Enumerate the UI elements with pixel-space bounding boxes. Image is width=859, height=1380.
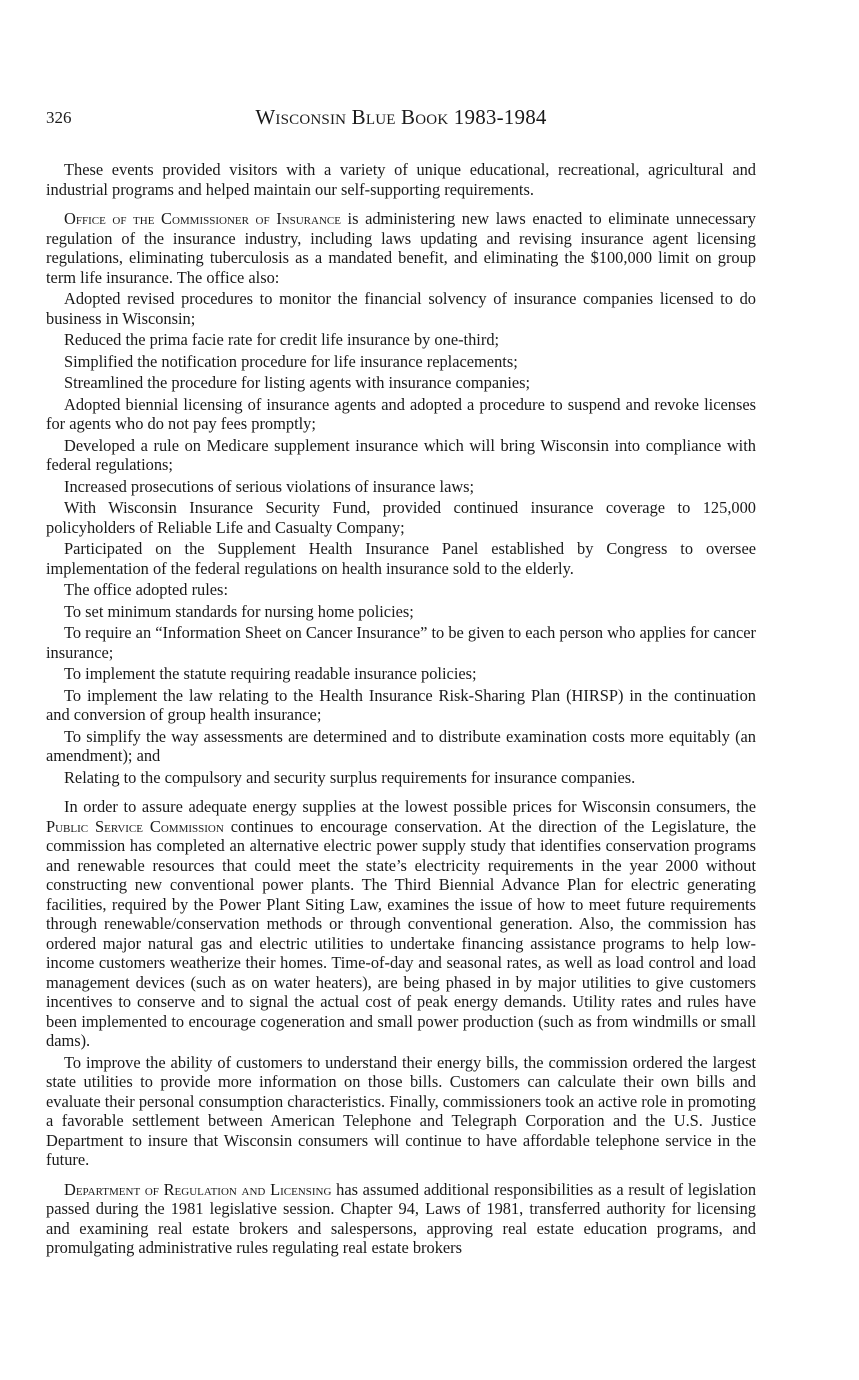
list-item: Relating to the compulsory and security surplus requirements for insurance companies. bbox=[64, 767, 636, 787]
list-item: Streamlined the procedure for listing agents with insurance companies; bbox=[64, 373, 531, 392]
list-item: Simplified the notification procedure for life insurance replacements; bbox=[64, 351, 518, 371]
list-item: Adopted biennial licensing of insurance agents and adopted a procedure to suspend and revoke licenses for agents who do not pay fees promptly; bbox=[46, 394, 756, 433]
list-item: With Wisconsin Insurance Security Fund, provided continued insurance coverage to 125,000 policyholders of Reliable Life and Casualty Company; bbox=[46, 498, 756, 537]
paragraph-energy-bills: To improve the ability of customers to understand their energy bills, the commission ordered the largest state utilities to provide more information on those bills. Customers can calculate their own bills and evaluate their personal consumption characteristics. Finally, commissioners took an active role in promoting a favorable settlement between American Telephone and Telegraph Corporation and the U.S. Justice Department to insure that Wisconsin consumers will continue to have affordable telephone service in the future. bbox=[46, 1052, 756, 1169]
insurance-list bbox=[46, 289, 756, 787]
psc-text-after: continues to encourage conservation. At the direction of the Legislature, the commission has completed an alternative electric power supply study that identifies conservation programs and renewable resources that could meet the state’s electricity requirements in the year 2000 without constructing new conventional power plants. The Third Biennial Advance Plan for electric generating facilities, required by the Power Plant Siting Law, examines the issue of how to meet future requirements through renewable/conservation methods or through conventional generation. Also, the commission has ordered major natural gas and electric utilities to undertake financing assistance programs to help low-income customers weatherize their homes. Time-of-day and seasonal rates, as well as load control and load management devices (such as on water heaters), are being phased in by major utilities to give customers incentives to conserve and to signal the actual cost of peak energy demands. Utility rates and rules have been implemented to encourage cogeneration and small power production (such as from windmills or small dams). bbox=[46, 816, 756, 1050]
list-item: Reduced the prima facie rate for credit life insurance by one-third; bbox=[64, 330, 500, 349]
list-item: Adopted revised procedures to monitor the financial solvency of insurance companies licensed to do business in Wisconsin; bbox=[46, 289, 756, 328]
agency-name-regulation: Department of Regulation and Licensing bbox=[64, 1179, 332, 1199]
list-item: Developed a rule on Medicare supplement insurance which will bring Wisconsin into compliance with federal regulations; bbox=[46, 435, 756, 474]
page-number: 326 bbox=[46, 108, 72, 127]
insurance-intro-text: is administering new laws enacted to eliminate unnecessary regulation of the insurance industry, including laws updating and revising insurance agent licensing regulations, eliminating tuberculosis as a mandated benefit, and eliminating the $100,000 limit on group term life insurance. The office also: bbox=[46, 209, 756, 287]
list-item: To implement the law relating to the Health Insurance Risk-Sharing Plan (HIRSP) in the continuation and conversion of group health insurance; bbox=[46, 685, 756, 724]
document-page bbox=[46, 105, 757, 1258]
list-item: To require an “Information Sheet on Cancer Insurance” to be given to each person who applies for cancer insurance; bbox=[46, 623, 756, 662]
paragraph-insurance-intro bbox=[46, 209, 756, 287]
body-text bbox=[46, 160, 756, 1258]
paragraph-regulation bbox=[46, 1180, 756, 1258]
paragraph-public-service bbox=[46, 797, 756, 1051]
list-item: To set minimum standards for nursing home policies; bbox=[64, 601, 414, 621]
regulation-text: has assumed additional responsibilities as a result of legislation passed during the 1981 legislative session. Chapter 94, Laws of 1981, transferred authority for licensing and examining real estate brokers and salespersons, approving real estate education programs, and promulgating administrative rules regulating real estate brokers bbox=[46, 1179, 757, 1257]
list-item: To simplify the way assessments are determined and to distribute examination costs more equitably (an amendment); and bbox=[46, 726, 756, 765]
list-item: Participated on the Supplement Health Insurance Panel established by Congress to oversee implementation of the federal regulations on health insurance sold to the elderly. bbox=[46, 539, 756, 578]
psc-text-before: In order to assure adequate energy supplies at the lowest possible prices for Wisconsin consumers, the bbox=[64, 797, 756, 816]
list-item: To implement the statute requiring readable insurance policies; bbox=[64, 664, 477, 683]
running-title: Wisconsin Blue Book 1983-1984 bbox=[255, 105, 547, 129]
paragraph-events: These events provided visitors with a variety of unique educational, recreational, agricultural and industrial programs and helped maintain our self-supporting requirements. bbox=[46, 160, 756, 199]
list-item: Increased prosecutions of serious violations of insurance laws; bbox=[64, 476, 475, 496]
page-header bbox=[46, 105, 756, 140]
agency-name-insurance: Office of the Commissioner of Insurance bbox=[64, 209, 341, 228]
list-item: The office adopted rules: bbox=[64, 580, 228, 599]
agency-name-psc: Public Service Commission bbox=[46, 816, 224, 836]
